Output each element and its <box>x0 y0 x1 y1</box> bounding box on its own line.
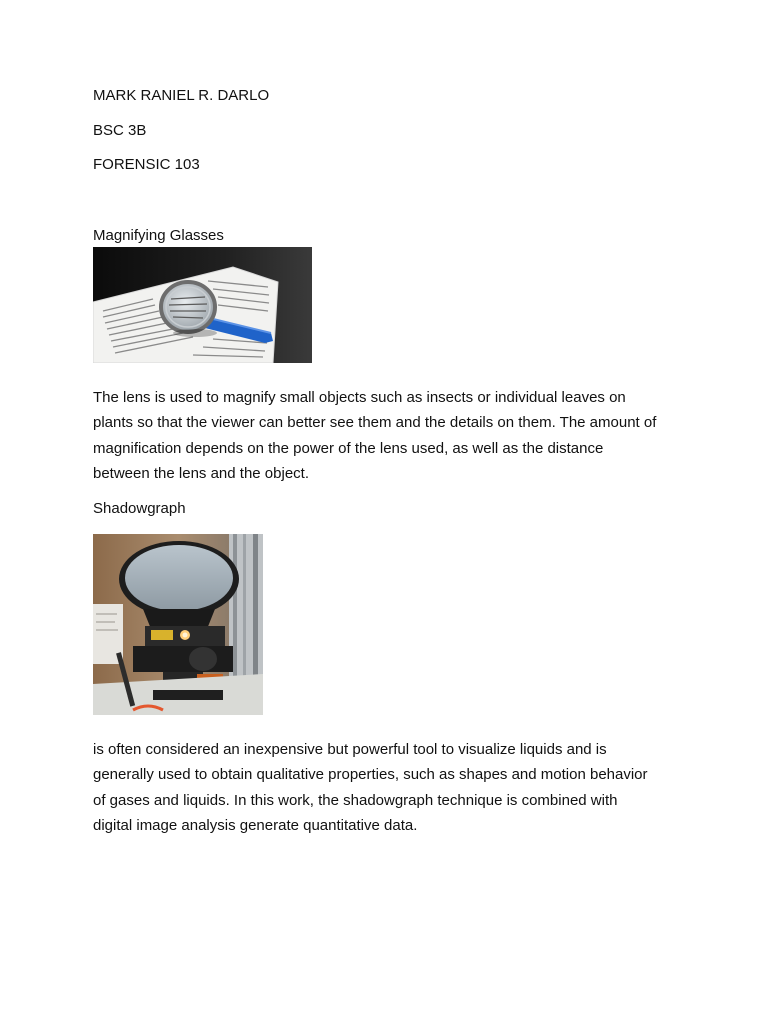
magnifier-heading: Magnifying Glasses <box>93 227 224 244</box>
shadowgraph-line: generally used to obtain qualitative properties, such as shapes and motion behavior <box>93 766 648 784</box>
section-label: BSC 3B <box>93 122 147 139</box>
shadowgraph-line: of gases and liquids. In this work, the shadowgraph technique is combined with <box>93 791 618 809</box>
author-name: MARK RANIEL R. DARLO <box>93 87 270 104</box>
magnifier-description <box>93 385 693 486</box>
shadowgraph-projector-photo-icon <box>93 534 263 715</box>
shadowgraph-photo <box>93 534 263 715</box>
shadowgraph-line: is often considered an inexpensive but powerful tool to visualize liquids and is <box>93 741 607 758</box>
magnifier-line: plants so that the viewer can better see them and the details on them. The amount of <box>93 414 657 432</box>
magnifier-line: The lens is used to magnify small objects such as insects or individual leaves on <box>93 389 626 406</box>
shadowgraph-description <box>93 737 693 838</box>
magnifier-line: between the lens and the object. <box>93 464 309 482</box>
shadowgraph-heading: Shadowgraph <box>93 500 186 517</box>
magnifier-line: magnification depends on the power of the lens used, as well as the distance <box>93 439 604 457</box>
course-label: FORENSIC 103 <box>93 156 200 173</box>
shadowgraph-line: digital image analysis generate quantitative data. <box>93 816 418 834</box>
magnifying-glass-photo <box>93 247 312 363</box>
magnifying-glass-photo-icon <box>93 247 312 363</box>
